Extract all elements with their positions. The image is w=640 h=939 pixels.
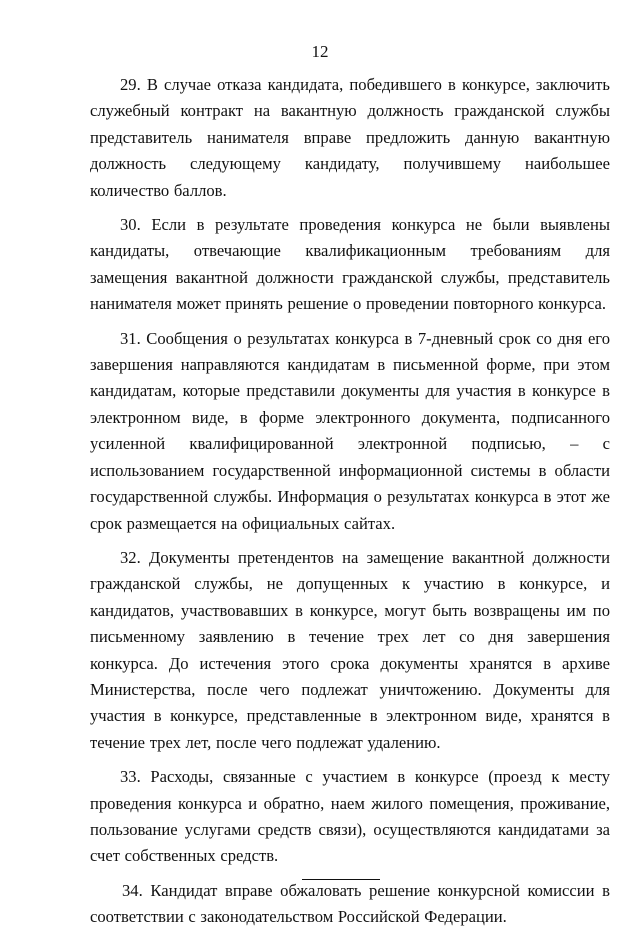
paragraph-32: 32. Документы претендентов на замещение вакантной должности гражданской службы, не допущенных к участию в конкурсе, и кандидатов, участвовавших в конкурсе, могут быть возвращены им по письменному заявлению в течение трех лет со дня завершения конкурса. До истечения этого срока документы хранятся в архиве Министерства, после чего подлежат уничтожению. Документы для участия в конкурсе, представленные в электронном виде, хранятся в течение трех лет, после чего подлежат удалению. (90, 547, 610, 752)
end-of-document-rule (302, 879, 380, 880)
paragraph-34: 34. Кандидат вправе обжаловать решение конкурсной комиссии в соответствии с законодательством Российской Федерации. (90, 880, 610, 927)
paragraph-31: 31. Сообщения о результатах конкурса в 7-дневный срок со дня его завершения направляются кандидатам в письменной форме, при этом кандидатам, которые представили документы для участия в конкурсе в электронном виде, в форме электронного документа, подписанного усиленной квалифицированной электронной подписью, – с использованием государственной информационной системы в области государственной службы. Информация о результатах конкурса в этот же срок размещается на официальных сайтах. (90, 328, 610, 533)
paragraph-33: 33. Расходы, связанные с участием в конкурсе (проезд к месту проведения конкурса и обратно, наем жилого помещения, проживание, пользование услугами средств связи), осуществляются кандидатами за счет собственных средств. (90, 767, 610, 866)
paragraph-30: 30. Если в результате проведения конкурса не были выявлены кандидаты, отвечающие квалификационным требованиям для замещения вакантной должности гражданской службы, представитель нанимателя может принять решение о проведении повторного конкурса. (90, 215, 610, 314)
page-number: 12 (311, 42, 329, 61)
document-body (90, 72, 610, 939)
paragraph-29: 29. В случае отказа кандидата, победившего в конкурсе, заключить служебный контракт на вакантную должность гражданской службы представитель нанимателя вправе предложить данную вакантную должность следующему кандидату, получившему наибольшее количество баллов. (90, 75, 610, 200)
